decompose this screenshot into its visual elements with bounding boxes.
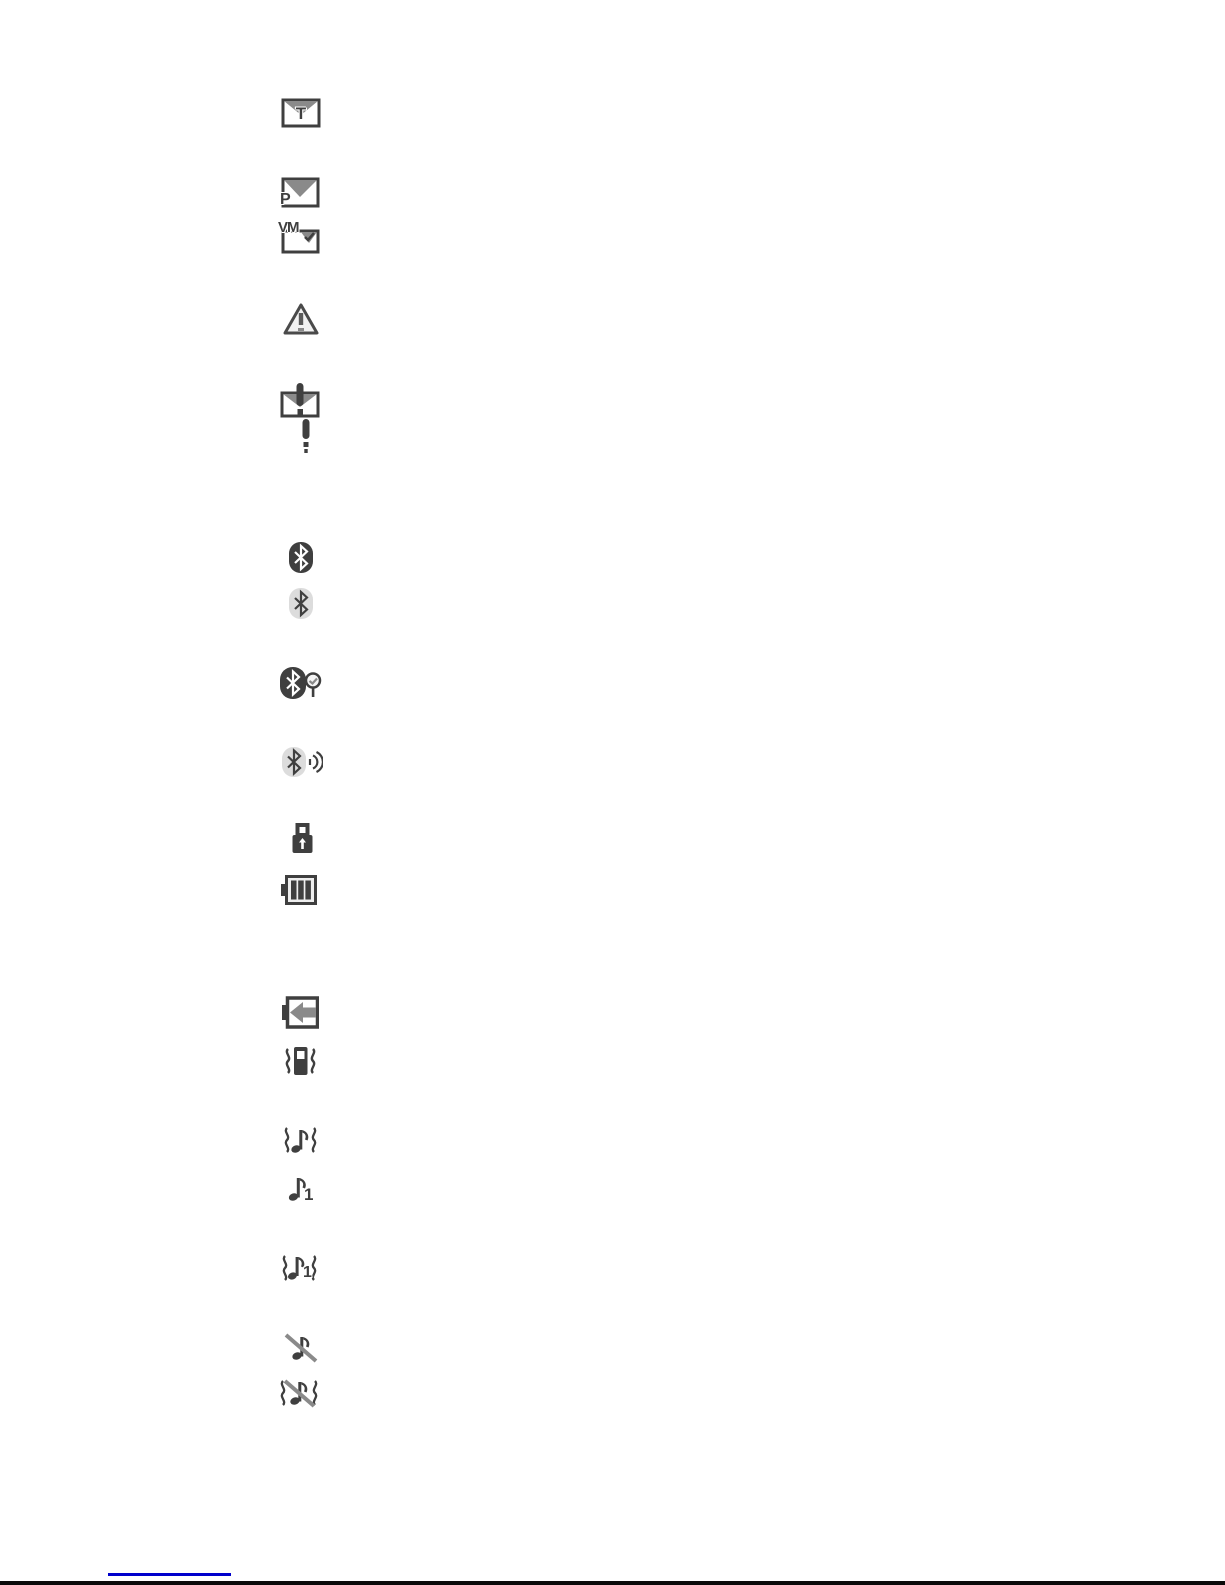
text-message-envelope-icon	[281, 98, 321, 128]
lock-icon	[291, 822, 314, 854]
footer-link-underline[interactable]	[108, 1573, 231, 1576]
vibrate-phone-icon	[281, 1044, 320, 1079]
page-bottom-border	[0, 1581, 1225, 1585]
message-alert-envelope-icon	[280, 383, 320, 419]
bluetooth-visible-icon	[288, 587, 314, 620]
silence-plus-vibrate-icon	[277, 1372, 321, 1410]
voicemail-envelope-icon	[278, 220, 320, 254]
voicemail-glyph: VM	[278, 219, 299, 236]
one-beep-vibrate-glyph: 1	[303, 1264, 312, 1281]
ringer-plus-vibrate-icon	[281, 1122, 320, 1156]
alert-triangle-icon	[282, 302, 320, 338]
picture-message-glyph: P	[280, 191, 291, 208]
one-beep-glyph: 1	[304, 1185, 314, 1204]
silence-all-icon	[283, 1328, 319, 1364]
one-beep-plus-vibrate-icon	[279, 1251, 320, 1284]
bluetooth-audio-connected-icon	[281, 746, 323, 778]
bluetooth-enabled-icon	[288, 541, 314, 574]
picture-message-envelope-icon	[280, 177, 320, 208]
urgent-exclamation-icon	[300, 419, 312, 453]
one-beep-icon	[285, 1171, 315, 1204]
bluetooth-headset-connected-icon	[279, 666, 324, 700]
battery-full-icon	[281, 874, 317, 906]
text-message-glyph: T	[295, 104, 307, 123]
incoming-data-icon	[282, 996, 319, 1029]
